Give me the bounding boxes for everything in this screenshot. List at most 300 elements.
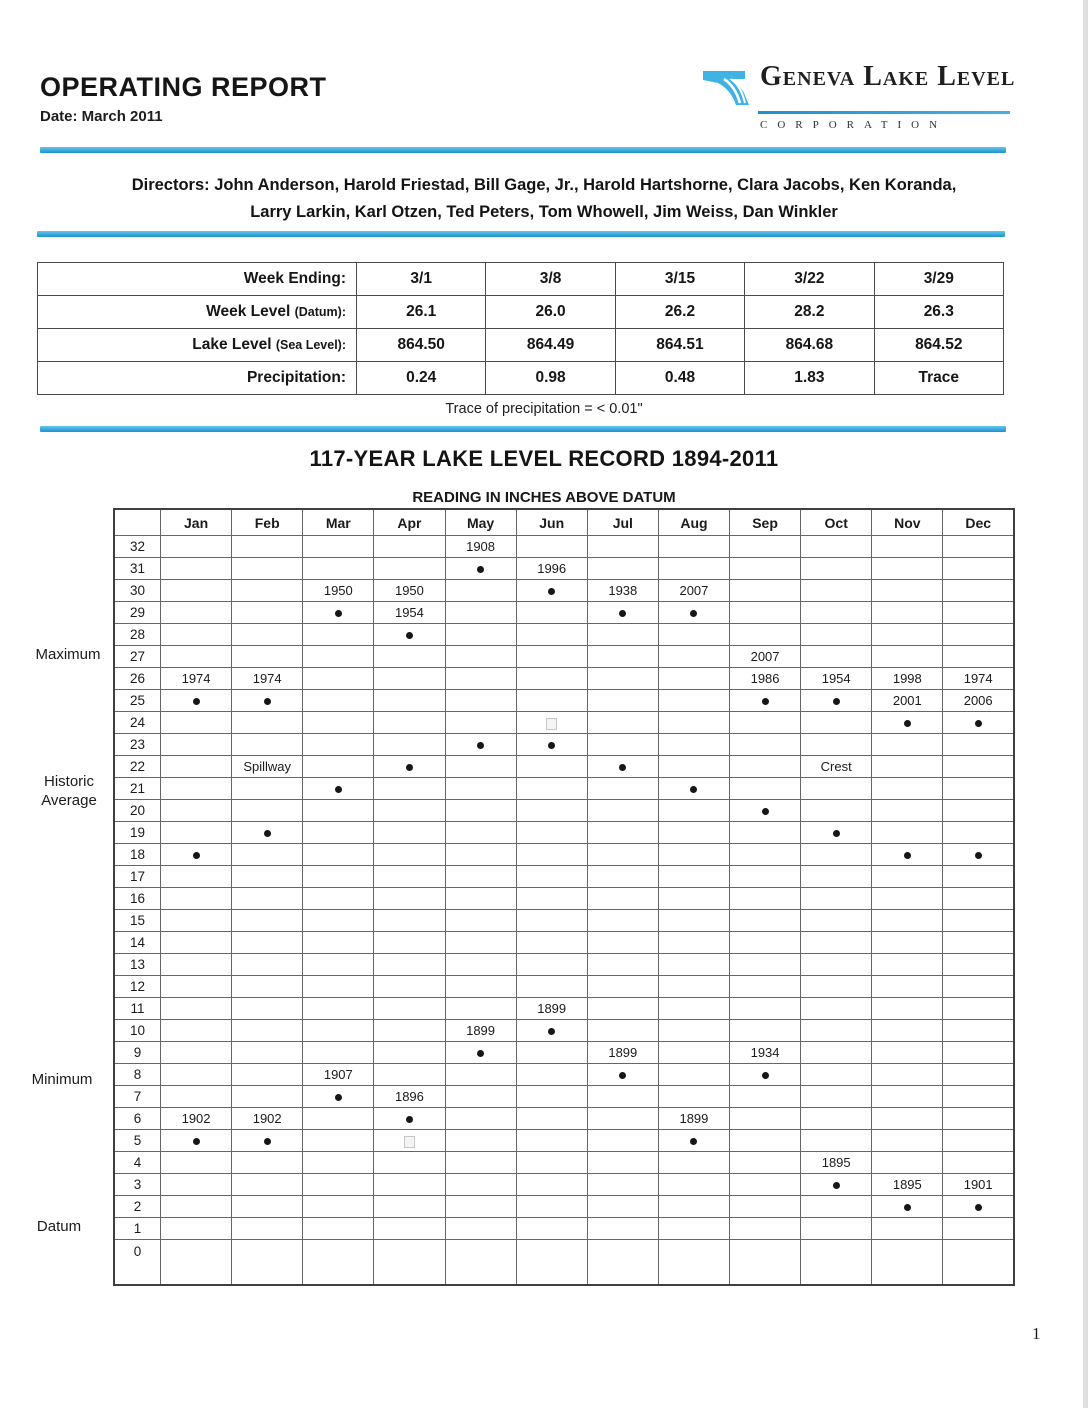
grid-cell [801, 1218, 872, 1240]
row-number: 11 [114, 998, 161, 1020]
grid-cell [374, 756, 445, 778]
grid-cell [161, 778, 232, 800]
grid-cell [801, 690, 872, 712]
grid-cell [587, 602, 658, 624]
grid-cell [730, 954, 801, 976]
logo-corporation-label: CORPORATION [760, 119, 948, 131]
page-title: OPERATING REPORT [40, 72, 327, 102]
row-number: 12 [114, 976, 161, 998]
level-dot [833, 830, 840, 837]
grid-cell [872, 866, 943, 888]
row-number: 7 [114, 1086, 161, 1108]
grid-cell [161, 910, 232, 932]
grid-cell [445, 954, 516, 976]
blue-divider-chart [40, 426, 1006, 432]
logo-waves-icon [700, 64, 756, 110]
grid-cell [801, 1130, 872, 1152]
grid-row-0 [114, 1240, 1014, 1286]
grid-cell [587, 822, 658, 844]
row-number: 3 [114, 1174, 161, 1196]
grid-cell [801, 668, 872, 690]
grid-cell [872, 1240, 943, 1286]
grid-cell [161, 844, 232, 866]
report-date: Date: March 2011 [40, 108, 163, 125]
record-year-label: 1908 [466, 539, 496, 554]
grid-cell [801, 1064, 872, 1086]
grid-cell [943, 668, 1014, 690]
grid-cell [943, 690, 1014, 712]
directors-line-2: Larry Larkin, Karl Otzen, Ted Peters, Tom Whowell, Jim Weiss, Dan Winkler [250, 203, 838, 221]
grid-cell [943, 536, 1014, 558]
grid-cell [374, 888, 445, 910]
grid-cell [374, 822, 445, 844]
grid-cell [801, 1196, 872, 1218]
grid-cell [161, 1240, 232, 1286]
grid-cell [232, 712, 303, 734]
grid-cell [587, 1240, 658, 1286]
grid-cell [587, 1086, 658, 1108]
grid-row-32 [114, 536, 1014, 558]
grid-cell [943, 1130, 1014, 1152]
record-year-label: 1899 [608, 1045, 638, 1060]
grid-cell [730, 1108, 801, 1130]
grid-cell [232, 734, 303, 756]
level-dot [690, 1138, 697, 1145]
grid-cell [658, 954, 729, 976]
grid-cell [374, 1108, 445, 1130]
grid-cell [658, 1064, 729, 1086]
month-header-dec: Dec [943, 509, 1014, 536]
grid-cell [232, 1020, 303, 1042]
grid-cell [303, 1108, 374, 1130]
grid-cell [516, 976, 587, 998]
grid-cell [658, 756, 729, 778]
grid-cell [232, 976, 303, 998]
table-cell: 864.51 [615, 329, 744, 362]
grid-cell [516, 712, 587, 734]
table-row-week-level [38, 296, 1004, 329]
grid-cell [658, 778, 729, 800]
grid-cell [445, 932, 516, 954]
grid-cell [801, 734, 872, 756]
grid-cell [587, 954, 658, 976]
grid-cell [161, 1130, 232, 1152]
grid-row-16 [114, 888, 1014, 910]
month-header-may: May [445, 509, 516, 536]
grid-row-5 [114, 1130, 1014, 1152]
grid-cell [303, 1020, 374, 1042]
grid-cell [943, 800, 1014, 822]
grid-cell [516, 822, 587, 844]
grid-cell [801, 998, 872, 1020]
record-year-label: 1938 [608, 583, 638, 598]
logo-company-name: Geneva Lake Level [760, 61, 1016, 92]
grid-cell [445, 558, 516, 580]
grid-cell [801, 844, 872, 866]
level-dot [193, 698, 200, 705]
grid-cell [445, 712, 516, 734]
level-dot [975, 1204, 982, 1211]
grid-cell [374, 778, 445, 800]
grid-cell [232, 1130, 303, 1152]
grid-cell [872, 932, 943, 954]
grid-cell [445, 602, 516, 624]
grid-cell [445, 822, 516, 844]
level-dot [762, 808, 769, 815]
level-dot [975, 720, 982, 727]
level-dot [193, 852, 200, 859]
grid-cell [872, 778, 943, 800]
chart-subtitle: READING IN INCHES ABOVE DATUM [412, 489, 676, 506]
grid-cell [374, 1240, 445, 1286]
grid-cell [303, 1086, 374, 1108]
grid-cell [658, 1108, 729, 1130]
grid-row-11 [114, 998, 1014, 1020]
grid-cell [232, 668, 303, 690]
grid-cell [303, 778, 374, 800]
grid-cell [730, 800, 801, 822]
grid-cell [801, 822, 872, 844]
level-dot [264, 1138, 271, 1145]
grid-cell [374, 910, 445, 932]
grid-cell [516, 1108, 587, 1130]
record-year-label: 2001 [892, 693, 922, 708]
grid-cell [730, 690, 801, 712]
grid-cell [303, 558, 374, 580]
row-number: 32 [114, 536, 161, 558]
row-number: 8 [114, 1064, 161, 1086]
grid-cell [516, 888, 587, 910]
row-number: 20 [114, 800, 161, 822]
grid-cell [801, 954, 872, 976]
chart-title: 117-YEAR LAKE LEVEL RECORD 1894-2011 [309, 446, 779, 471]
grid-cell [658, 624, 729, 646]
row-number: 24 [114, 712, 161, 734]
grid-cell [303, 536, 374, 558]
grid-cell [587, 866, 658, 888]
grid-cell [801, 778, 872, 800]
row-number: 19 [114, 822, 161, 844]
grid-cell [374, 800, 445, 822]
record-year-label: 1998 [892, 671, 922, 686]
grid-cell [374, 558, 445, 580]
grid-cell [658, 932, 729, 954]
grid-cell [943, 822, 1014, 844]
grid-cell [587, 756, 658, 778]
hollow-square-marker [546, 718, 557, 730]
grid-cell [445, 624, 516, 646]
grid-cell [872, 888, 943, 910]
grid-cell [161, 1218, 232, 1240]
grid-cell [587, 800, 658, 822]
grid-cell [516, 1196, 587, 1218]
grid-row-8 [114, 1064, 1014, 1086]
grid-cell [943, 932, 1014, 954]
company-logo [700, 61, 1016, 131]
level-dot [335, 786, 342, 793]
grid-cell [516, 756, 587, 778]
row-number: 31 [114, 558, 161, 580]
grid-cell [161, 954, 232, 976]
grid-cell [232, 1152, 303, 1174]
grid-cell [872, 1130, 943, 1152]
table-cell: 864.50 [357, 329, 486, 362]
grid-cell [943, 998, 1014, 1020]
grid-cell [445, 844, 516, 866]
grid-cell [801, 712, 872, 734]
grid-cell [232, 1240, 303, 1286]
record-year-label: 1896 [394, 1089, 424, 1104]
scan-edge-artifact [1083, 0, 1088, 1408]
grid-cell [872, 1086, 943, 1108]
row-number: 13 [114, 954, 161, 976]
grid-cell [801, 866, 872, 888]
grid-cell [374, 1064, 445, 1086]
grid-cell [730, 580, 801, 602]
grid-cell [587, 778, 658, 800]
crest-label: Crest [820, 759, 852, 774]
grid-cell [516, 1130, 587, 1152]
record-year-label: 1934 [750, 1045, 780, 1060]
lake-level-record-grid [113, 508, 1015, 1286]
grid-cell [730, 602, 801, 624]
grid-cell [730, 1174, 801, 1196]
grid-cell [872, 1108, 943, 1130]
grid-cell [943, 558, 1014, 580]
grid-cell [872, 976, 943, 998]
grid-cell [943, 1240, 1014, 1286]
row-number: 25 [114, 690, 161, 712]
grid-cell [730, 1218, 801, 1240]
grid-cell [303, 932, 374, 954]
record-year-label: 1895 [821, 1155, 851, 1170]
grid-row-4 [114, 1152, 1014, 1174]
grid-cell [516, 1042, 587, 1064]
grid-cell [374, 712, 445, 734]
grid-cell [516, 1086, 587, 1108]
grid-cell [303, 734, 374, 756]
grid-row-10 [114, 1020, 1014, 1042]
grid-cell [374, 1086, 445, 1108]
weekly-report-table [37, 262, 1004, 395]
grid-row-6 [114, 1108, 1014, 1130]
grid-cell [943, 1152, 1014, 1174]
level-dot [619, 610, 626, 617]
record-year-label: 1899 [537, 1001, 567, 1016]
grid-cell [303, 1152, 374, 1174]
grid-cell [943, 778, 1014, 800]
grid-cell [872, 800, 943, 822]
grid-cell [374, 954, 445, 976]
grid-cell [516, 536, 587, 558]
grid-cell [872, 1042, 943, 1064]
level-dot [548, 1028, 555, 1035]
grid-cell [730, 668, 801, 690]
row-number: 0 [114, 1240, 161, 1286]
grid-cell [658, 580, 729, 602]
grid-cell [801, 1020, 872, 1042]
row-number: 30 [114, 580, 161, 602]
table-cell: 3/8 [486, 263, 615, 296]
grid-cell [730, 1240, 801, 1286]
table-cell: 26.0 [486, 296, 615, 329]
row-number: 16 [114, 888, 161, 910]
grid-cell [445, 976, 516, 998]
grid-cell [943, 734, 1014, 756]
grid-cell [872, 910, 943, 932]
row-number: 23 [114, 734, 161, 756]
table-cell: Trace [874, 362, 1003, 395]
grid-cell [516, 1218, 587, 1240]
page-number: 1 [1032, 1324, 1041, 1343]
grid-cell [374, 866, 445, 888]
grid-cell [943, 602, 1014, 624]
grid-cell [374, 536, 445, 558]
grid-row-9 [114, 1042, 1014, 1064]
record-year-label: 1902 [181, 1111, 211, 1126]
grid-cell [658, 1020, 729, 1042]
grid-cell [587, 1108, 658, 1130]
grid-cell [872, 844, 943, 866]
grid-cell [587, 1218, 658, 1240]
grid-cell [658, 800, 729, 822]
grid-cell [516, 844, 587, 866]
lake-level-grid-table [113, 508, 1015, 1286]
grid-cell [801, 1086, 872, 1108]
grid-cell [943, 976, 1014, 998]
grid-row-20 [114, 800, 1014, 822]
grid-cell [374, 1218, 445, 1240]
grid-cell [587, 536, 658, 558]
grid-cell [730, 1042, 801, 1064]
grid-cell [658, 1174, 729, 1196]
grid-cell [658, 866, 729, 888]
grid-cell [232, 866, 303, 888]
grid-cell [658, 998, 729, 1020]
grid-cell [161, 1042, 232, 1064]
row-number: 14 [114, 932, 161, 954]
grid-cell [161, 536, 232, 558]
grid-cell [872, 734, 943, 756]
grid-cell [587, 998, 658, 1020]
grid-cell [232, 756, 303, 778]
grid-cell [872, 1064, 943, 1086]
grid-cell [232, 1086, 303, 1108]
grid-row-18 [114, 844, 1014, 866]
grid-cell [801, 932, 872, 954]
grid-cell [587, 844, 658, 866]
grid-cell [445, 1174, 516, 1196]
grid-row-1 [114, 1218, 1014, 1240]
month-header-apr: Apr [374, 509, 445, 536]
grid-cell [161, 646, 232, 668]
grid-cell [445, 1130, 516, 1152]
grid-cell [943, 954, 1014, 976]
grid-cell [516, 1020, 587, 1042]
row-number: 27 [114, 646, 161, 668]
grid-cell [374, 1042, 445, 1064]
grid-cell [872, 1174, 943, 1196]
grid-cell [445, 580, 516, 602]
month-header-aug: Aug [658, 509, 729, 536]
grid-cell [658, 888, 729, 910]
grid-cell [516, 734, 587, 756]
level-dot [904, 720, 911, 727]
grid-cell [658, 1130, 729, 1152]
grid-cell [730, 1196, 801, 1218]
grid-cell [730, 734, 801, 756]
grid-cell [445, 1240, 516, 1286]
grid-cell [943, 888, 1014, 910]
level-dot [619, 764, 626, 771]
grid-cell [943, 910, 1014, 932]
grid-cell [658, 602, 729, 624]
level-dot [904, 1204, 911, 1211]
grid-cell [872, 558, 943, 580]
record-year-label: 1902 [252, 1111, 282, 1126]
grid-cell [658, 976, 729, 998]
grid-corner-cell [114, 509, 161, 536]
grid-cell [801, 602, 872, 624]
level-dot [477, 742, 484, 749]
grid-cell [587, 1196, 658, 1218]
grid-cell [232, 602, 303, 624]
grid-cell [303, 800, 374, 822]
grid-cell [374, 976, 445, 998]
grid-row-30 [114, 580, 1014, 602]
grid-cell [801, 976, 872, 998]
grid-cell [374, 844, 445, 866]
grid-cell [587, 1130, 658, 1152]
row-number: 26 [114, 668, 161, 690]
grid-cell [943, 1108, 1014, 1130]
grid-cell [516, 778, 587, 800]
level-dot [406, 764, 413, 771]
grid-cell [161, 932, 232, 954]
table-cell: 26.1 [357, 296, 486, 329]
grid-cell [587, 1042, 658, 1064]
grid-cell [730, 1152, 801, 1174]
record-year-label: 1950 [394, 583, 424, 598]
grid-cell [303, 624, 374, 646]
grid-cell [587, 580, 658, 602]
grid-cell [872, 1020, 943, 1042]
month-header-feb: Feb [232, 509, 303, 536]
grid-cell [872, 712, 943, 734]
record-year-label: 1907 [323, 1067, 353, 1082]
grid-cell [943, 712, 1014, 734]
grid-cell [872, 580, 943, 602]
grid-cell [303, 976, 374, 998]
grid-cell [943, 866, 1014, 888]
grid-cell [232, 932, 303, 954]
grid-cell [445, 734, 516, 756]
row-number: 4 [114, 1152, 161, 1174]
level-dot [264, 698, 271, 705]
grid-cell [730, 888, 801, 910]
grid-cell [801, 910, 872, 932]
table-cell: 0.98 [486, 362, 615, 395]
grid-cell [445, 910, 516, 932]
row-number: 2 [114, 1196, 161, 1218]
grid-cell [303, 668, 374, 690]
record-year-label: 1996 [537, 561, 567, 576]
record-year-label: 1895 [892, 1177, 922, 1192]
grid-cell [943, 1064, 1014, 1086]
datum-label: Datum [36, 1218, 82, 1235]
grid-cell [587, 1020, 658, 1042]
logo-underline [758, 111, 1010, 114]
